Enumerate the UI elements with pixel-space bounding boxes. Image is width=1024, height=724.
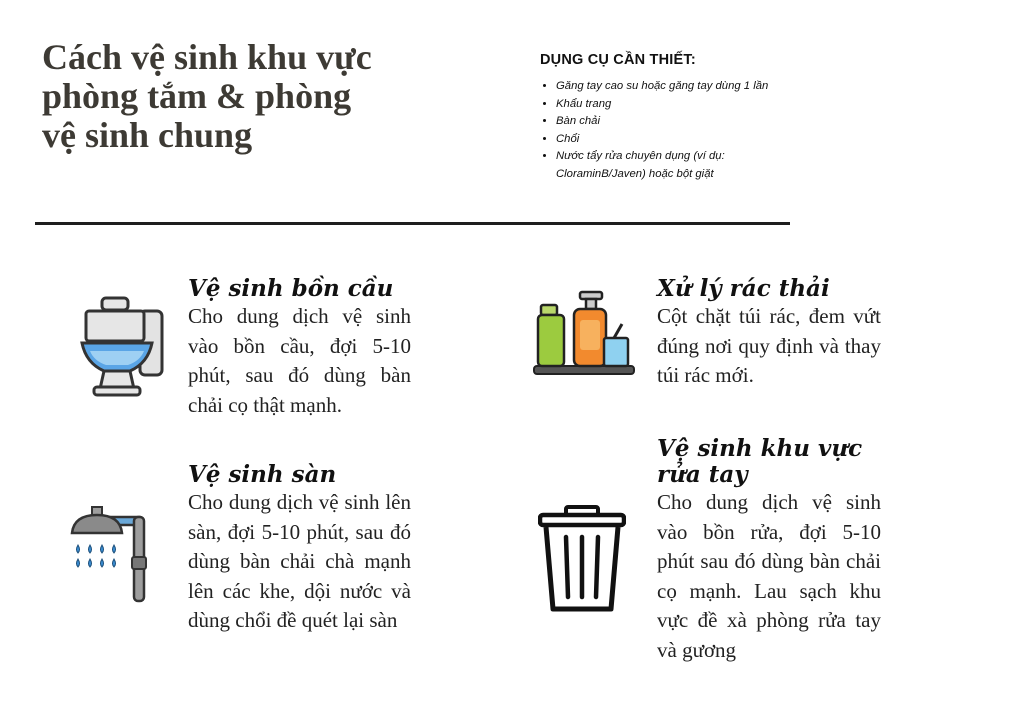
tools-item: • Nước tẩy rửa chuyên dụng (ví dụ: CloraminB/Javen) hoặc bột giặt bbox=[556, 148, 810, 183]
title-line-2: phòng tắm & phòng bbox=[42, 76, 352, 116]
section-body: Cho dung dịch vệ sinh vào bồn cầu, đợi 5-10 phút, sau đó dùng bàn chải cọ thật mạnh. bbox=[188, 304, 411, 417]
section-title: Vệ sinh bồn cầu bbox=[188, 275, 394, 302]
tools-item: • Chổi bbox=[556, 131, 810, 149]
section-trash bbox=[657, 276, 881, 391]
tools-item: • Găng tay cao su hoặc găng tay dùng 1 lần bbox=[556, 78, 810, 96]
section-body: Cho dung dịch vệ sinh lên sàn, đợi 5-10 phút, sau đó dùng bàn chải chà mạnh lên các khe, dội nước và dùng chổi đề quét lại sàn bbox=[188, 490, 411, 632]
section-title: Xử lý rác thải bbox=[657, 275, 830, 302]
section-body: Cột chặt túi rác, đem vứt đúng nơi quy định và thay túi rác mới. bbox=[657, 304, 881, 387]
section-toilet bbox=[188, 276, 411, 420]
shower-icon bbox=[70, 505, 152, 605]
title-line-3: vệ sinh chung bbox=[42, 115, 253, 155]
divider-line bbox=[35, 222, 790, 225]
toilet-icon bbox=[78, 293, 168, 399]
title-line-1: Cách vệ sinh khu vực bbox=[42, 37, 372, 77]
tools-panel bbox=[540, 52, 810, 184]
tools-item: • Bàn chải bbox=[556, 113, 810, 131]
section-title: Vệ sinh sàn bbox=[188, 461, 337, 488]
tools-heading: DỤNG CỤ CẦN THIẾT: bbox=[540, 52, 696, 68]
trash-bin-icon bbox=[538, 505, 626, 615]
cleaning-bottles-icon bbox=[532, 290, 636, 378]
section-floor bbox=[188, 462, 411, 636]
tools-list bbox=[540, 78, 810, 184]
page-title bbox=[42, 38, 422, 155]
section-handwash bbox=[657, 436, 881, 665]
section-body: Cho dung dịch vệ sinh vào bồn rửa, đợi 5-10 phút sau đó dùng bàn chải cọ mạnh. Lau sạch khu vực đề xà phòng rửa tay và gương bbox=[657, 490, 881, 662]
section-title: Vệ sinh khu vực rửa tay bbox=[657, 435, 863, 488]
tools-item: • Khẩu trang bbox=[556, 96, 810, 114]
